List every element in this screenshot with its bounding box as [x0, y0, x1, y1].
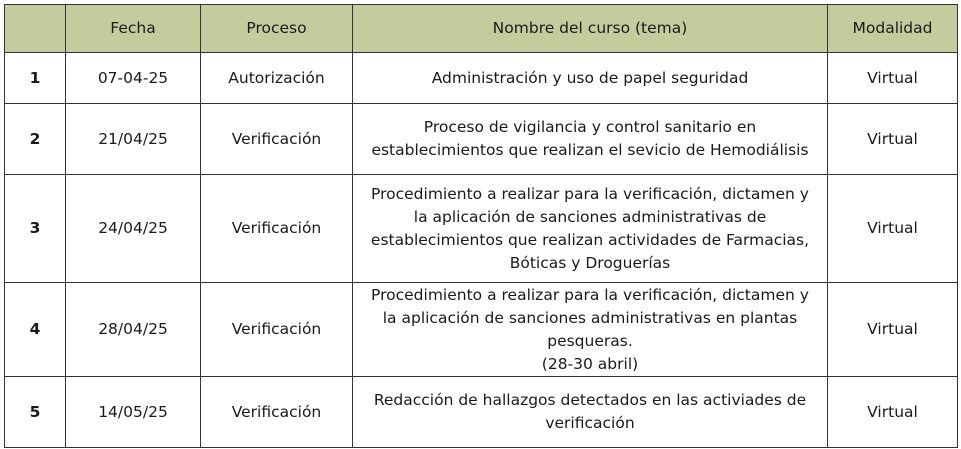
row-modalidad: Virtual [828, 377, 958, 448]
header-proceso: Proceso [201, 5, 353, 53]
table-row [5, 175, 958, 283]
row-tema [353, 53, 828, 104]
row-proceso: Autorización [201, 53, 353, 104]
tema-line: la aplicación de sanciones administrativas de [413, 207, 767, 226]
row-proceso: Verificación [201, 283, 353, 377]
tema-line: Bóticas y Droguerías [509, 253, 671, 272]
tema-line: Procedimiento a realizar para la verificación, dictamen y [371, 184, 809, 203]
row-number: 4 [5, 283, 66, 377]
row-fecha: 21/04/25 [66, 104, 201, 175]
tema-line: (28-30 abril) [541, 354, 639, 373]
tema-line: Redacción de hallazgos detectados en las activiades de [373, 391, 807, 409]
header-modalidad: Modalidad [828, 5, 958, 53]
table-body [5, 53, 958, 448]
row-modalidad: Virtual [828, 175, 958, 283]
row-tema [353, 104, 828, 175]
row-modalidad: Virtual [828, 283, 958, 377]
row-fecha: 28/04/25 [66, 283, 201, 377]
row-fecha: 24/04/25 [66, 175, 201, 283]
table-header [5, 5, 958, 53]
row-tema [353, 377, 828, 448]
row-modalidad: Virtual [828, 104, 958, 175]
header-num [5, 5, 66, 53]
header-row [5, 5, 958, 53]
header-fecha: Fecha [66, 5, 201, 53]
tema-line: Proceso de vigilancia y control sanitario en [423, 118, 757, 136]
row-proceso: Verificación [201, 104, 353, 175]
tema-line: verificación [545, 414, 635, 432]
row-number: 1 [5, 53, 66, 104]
tema-line: Procedimiento a realizar para la verificación, dictamen y [371, 285, 809, 304]
row-tema [353, 283, 828, 377]
table-row [5, 283, 958, 377]
row-proceso: Verificación [201, 377, 353, 448]
row-modalidad: Virtual [828, 53, 958, 104]
row-number: 3 [5, 175, 66, 283]
tema-line: la aplicación de sanciones administrativas en plantas [382, 308, 798, 327]
tema-line: pesqueras. [547, 331, 633, 350]
table-row [5, 377, 958, 448]
row-number: 5 [5, 377, 66, 448]
table-row [5, 104, 958, 175]
table-row [5, 53, 958, 104]
row-fecha: 14/05/25 [66, 377, 201, 448]
courses-table [4, 4, 958, 448]
row-proceso: Verificación [201, 175, 353, 283]
tema-line: establecimientos que realizan el sevicio de Hemodiálisis [371, 141, 809, 159]
row-number: 2 [5, 104, 66, 175]
header-tema: Nombre del curso (tema) [353, 5, 828, 53]
row-fecha: 07-04-25 [66, 53, 201, 104]
row-tema [353, 175, 828, 283]
tema-line: Administración y uso de papel seguridad [431, 68, 749, 87]
tema-line: establecimientos que realizan actividades de Farmacias, [370, 230, 810, 249]
